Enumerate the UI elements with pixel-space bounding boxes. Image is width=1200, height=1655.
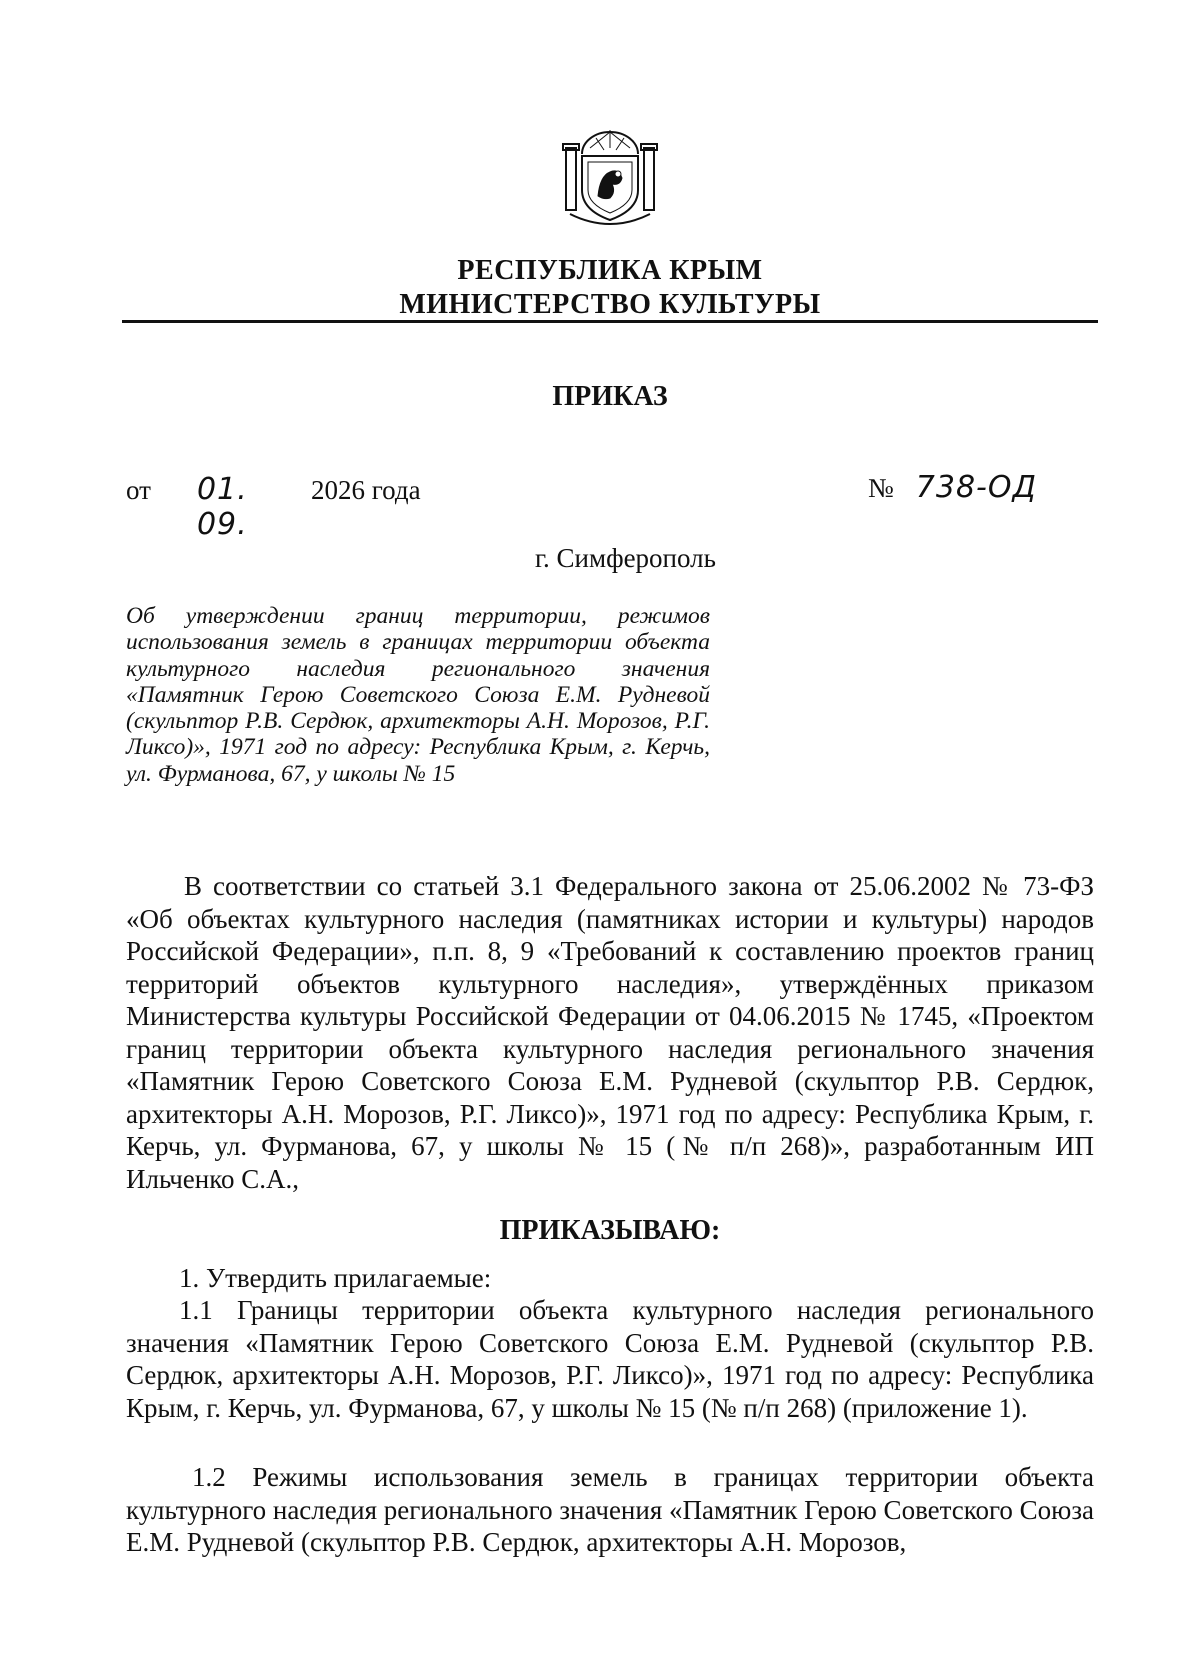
- item-1-1: 1.1 Границы территории объекта культурного наследия регионального значения «Памятник Герою Советского Союза Е.М. Рудневой (скульптор Р.В. Сердюк, архитекторы А.Н. Морозов, Р.Г. Ликсо)», 1971 год по адресу: Республика Крым, г. Керчь, ул. Фурманова, 67, у школы № 15 (№ п/п 268) (приложение 1).: [126, 1295, 1094, 1423]
- date-prefix: от: [126, 475, 151, 505]
- item-1: 1. Утвердить прилагаемые:: [179, 1263, 492, 1293]
- date-year: 2026 года: [310, 475, 421, 505]
- number-prefix: №: [868, 473, 894, 503]
- order-number: [868, 470, 1037, 505]
- header-divider: [122, 320, 1098, 323]
- date-handwritten: 01. 09.: [196, 472, 248, 542]
- city: г. Симферополь: [535, 543, 716, 573]
- republic-name: РЕСПУБЛИКА КРЫМ: [457, 255, 763, 286]
- order-title: ПРИКАЗ: [552, 381, 668, 412]
- decree-heading: ПРИКАЗЫВАЮ:: [499, 1215, 721, 1246]
- number-handwritten: 738-ОД: [915, 470, 1037, 505]
- crimea-coat-of-arms-icon: [560, 118, 660, 230]
- ministry-name: МИНИСТЕРСТВО КУЛЬТУРЫ: [399, 289, 821, 320]
- preamble-paragraph: В соответствии со статьей 3.1 Федерального закона от 25.06.2002 № 73-ФЗ «Об объектах культурного наследия (памятниках истории и культуры) народов Российской Федерации», п.п. 8, 9 «Требований к составлению проектов границ территорий объектов культурного наследия», утверждённых приказом Министерства культуры Российской Федерации от 04.06.2015 № 1745, «Проектом границ территории объекта культурного наследия регионального значения «Памятник Герою Советского Союза Е.М. Рудневой (скульптор Р.В. Сердюк, архитекторы А.Н. Морозов, Р.Г. Ликсо)», 1971 год по адресу: Республика Крым, г. Керчь, ул. Фурманова, 67, у школы № 15 (№ п/п 268)», разработанным ИП Ильченко С.А.,: [126, 871, 1094, 1194]
- order-date: [126, 472, 421, 542]
- order-subject: Об утверждении границ территории, режимов использования земель в границах территории объекта культурного наследия регионального значения «Памятник Герою Советского Союза Е.М. Рудневой (скульптор Р.В. Сердюк, архитекторы А.Н. Морозов, Р.Г. Ликсо)», 1971 год по адресу: Республика Крым, г. Керчь, ул. Фурманова, 67, у школы № 15: [126, 603, 710, 787]
- item-1-2: 1.2 Режимы использования земель в границах территории объекта культурного наследия регионального значения «Памятник Герою Советского Союза Е.М. Рудневой (скульптор Р.В. Сердюк, архитекторы А.Н. Морозов,: [126, 1462, 1094, 1557]
